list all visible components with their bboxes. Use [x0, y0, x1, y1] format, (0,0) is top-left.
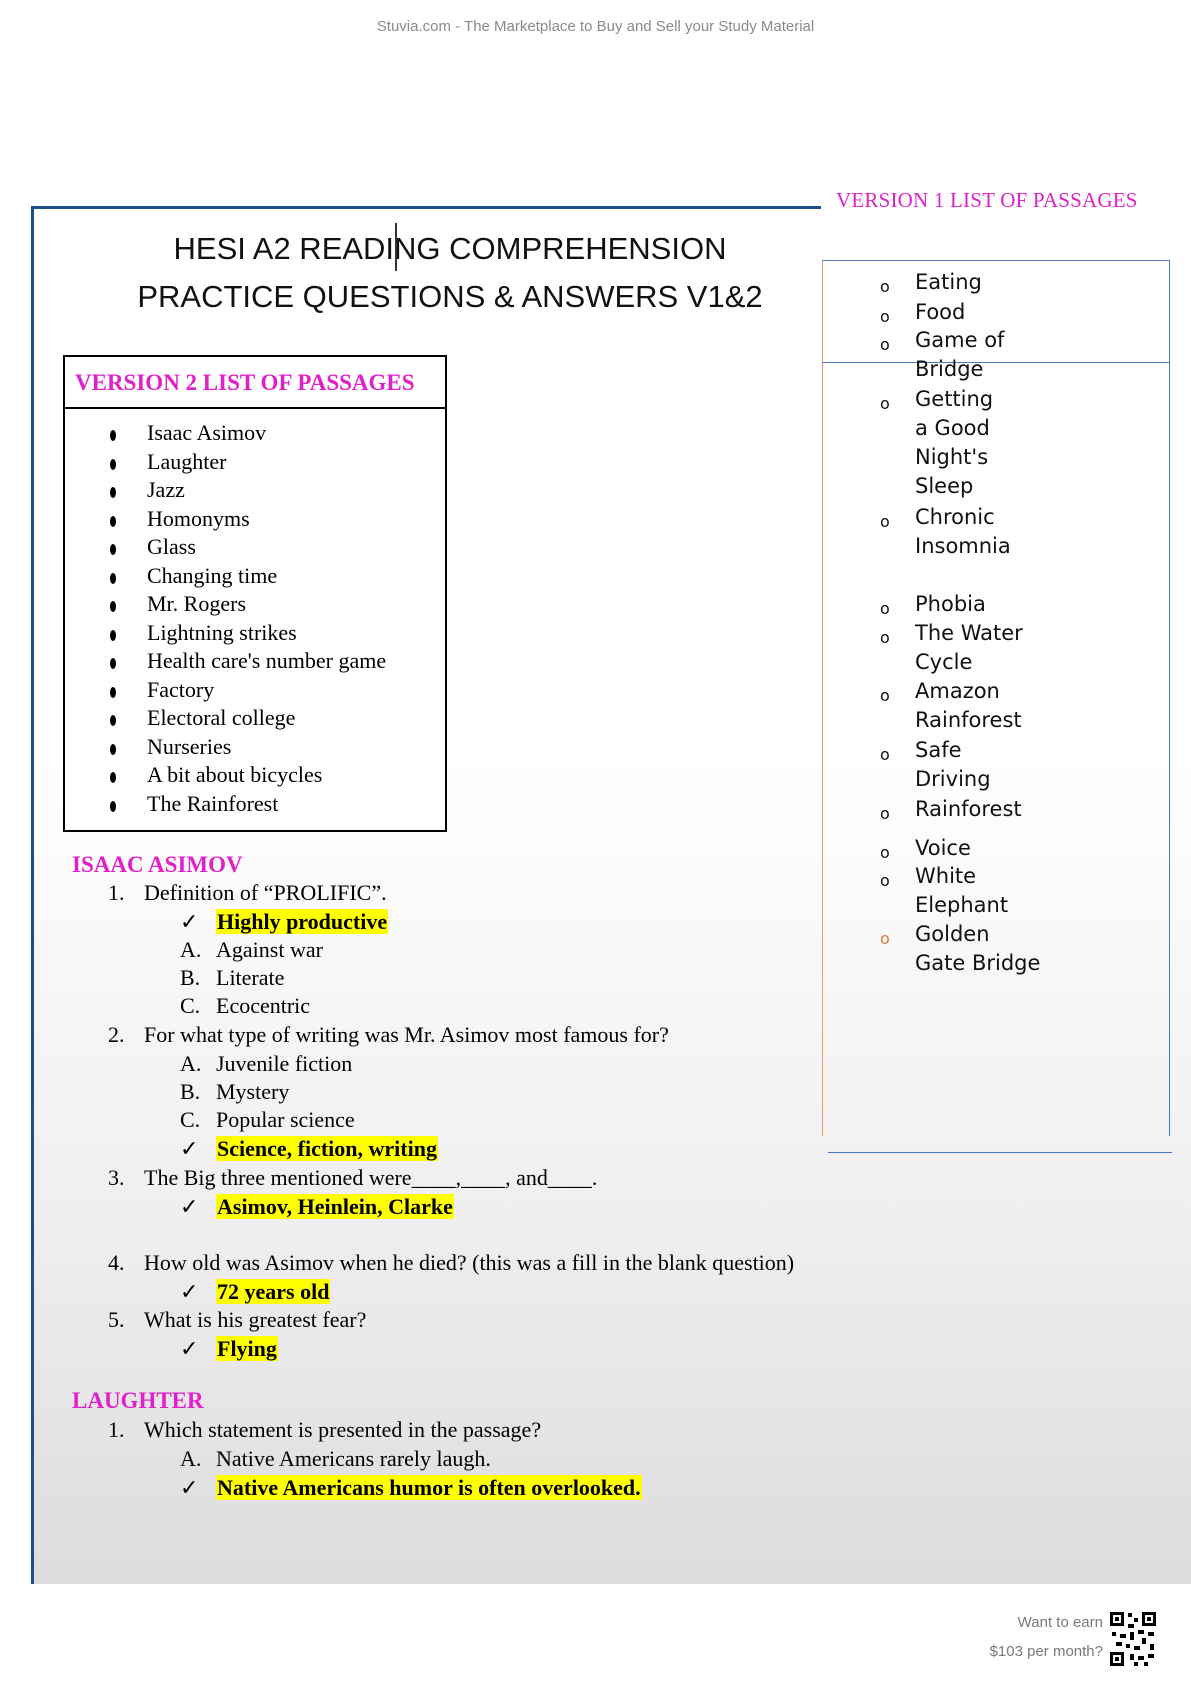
bullet-icon: [110, 487, 116, 498]
list-item: A bit about bicycles: [65, 761, 445, 790]
list-item: o Game of Bridge: [880, 328, 1005, 381]
list-item: Jazz: [65, 476, 445, 505]
circle-bullet-icon: o: [880, 686, 890, 705]
list-item: o Eating: [915, 268, 1055, 297]
list-item: Health care's number game: [65, 647, 445, 676]
bullet-icon: [110, 544, 116, 555]
checkmark-icon: ✓: [180, 1195, 199, 1220]
list-item: o The Water Cycle: [880, 621, 1023, 674]
answer-correct: ✓ 72 years old: [180, 1279, 330, 1305]
panel-bottom-rule: [828, 1152, 1172, 1153]
list-item: The Rainforest: [65, 790, 445, 819]
answer-correct: ✓ Asimov, Heinlein, Clarke: [180, 1194, 453, 1220]
bullet-icon: [110, 687, 116, 698]
list-item: Factory: [65, 676, 445, 705]
bullet-icon: [110, 430, 116, 441]
earn-promo-line-2[interactable]: $103 per month?: [989, 1643, 1103, 1660]
bullet-icon: [110, 801, 116, 812]
question-5: 5. What is his greatest fear?: [108, 1307, 367, 1332]
circle-bullet-icon: o: [880, 871, 890, 890]
checkmark-icon: ✓: [180, 1280, 199, 1305]
list-item: Laughter: [65, 448, 445, 477]
section-heading-asimov: ISAAC ASIMOV: [72, 852, 243, 877]
circle-bullet-icon: o: [880, 394, 890, 413]
list-item: o Food: [915, 298, 1055, 327]
circle-bullet-icon: o: [880, 929, 890, 948]
bullet-icon: [110, 715, 116, 726]
list-item: o Voice: [915, 834, 1055, 863]
answer-correct: ✓ Native Americans humor is often overlooked.: [180, 1475, 641, 1501]
option: B. Mystery: [180, 1079, 290, 1104]
circle-bullet-icon: o: [880, 628, 890, 647]
bullet-icon: [110, 459, 116, 470]
circle-bullet-icon: o: [880, 307, 890, 326]
list-item: Lightning strikes: [65, 619, 445, 648]
question-4: 4. How old was Asimov when he died? (this was a fill in the blank question): [108, 1250, 795, 1275]
list-item: Mr. Rogers: [65, 590, 445, 619]
list-item: o Rainforest: [915, 795, 1055, 824]
circle-bullet-icon: o: [880, 843, 890, 862]
earn-promo-line-1[interactable]: Want to earn: [1017, 1614, 1103, 1631]
circle-bullet-icon: o: [880, 745, 890, 764]
version2-passage-list: [65, 409, 445, 818]
bullet-icon: [110, 516, 116, 527]
bullet-icon: [110, 744, 116, 755]
section-heading-laughter: LAUGHTER: [72, 1388, 204, 1413]
option: C. Popular science: [180, 1107, 355, 1132]
option: A. Juvenile fiction: [180, 1051, 353, 1076]
list-item: Changing time: [65, 562, 445, 591]
bullet-icon: [110, 630, 116, 641]
site-banner: Stuvia.com - The Marketplace to Buy and Sell your Study Material: [376, 18, 815, 35]
option: A. Against war: [180, 937, 323, 962]
checkmark-icon: ✓: [180, 910, 199, 935]
checkmark-icon: ✓: [180, 1476, 199, 1501]
document-title: [130, 225, 770, 321]
list-item: o Getting a Good Night's Sleep: [880, 387, 994, 498]
circle-bullet-icon: o: [880, 335, 890, 354]
question-3: 3. The Big three mentioned were____,____, and____.: [108, 1165, 598, 1190]
title-line-2: PRACTICE QUESTIONS & ANSWERS V1&2: [137, 279, 763, 314]
text-cursor: [395, 223, 397, 271]
list-item: o Golden Gate Bridge: [880, 922, 1041, 975]
checkmark-icon: ✓: [180, 1337, 199, 1362]
checkmark-icon: ✓: [180, 1137, 199, 1162]
version1-heading: VERSION 1 LIST OF PASSAGES: [836, 188, 1138, 212]
list-item: o Chronic Insomnia: [880, 505, 1011, 558]
frame-top-rule: [31, 206, 821, 209]
bullet-icon: [110, 573, 116, 584]
option: C. Ecocentric: [180, 993, 311, 1018]
title-line-1: HESI A2 READING COMPREHENSION: [173, 231, 727, 266]
question-1: 1. Which statement is presented in the passage?: [108, 1417, 542, 1442]
list-item: Glass: [65, 533, 445, 562]
bullet-icon: [110, 772, 116, 783]
list-item: o White Elephant: [880, 864, 1009, 917]
answer-correct: ✓ Flying: [180, 1336, 277, 1362]
list-item: o Phobia: [915, 590, 1055, 619]
circle-bullet-icon: o: [880, 512, 890, 531]
bullet-icon: [110, 658, 116, 669]
list-item: Homonyms: [65, 505, 445, 534]
list-item: Electoral college: [65, 704, 445, 733]
circle-bullet-icon: o: [880, 277, 890, 296]
frame-left-rule: [31, 206, 34, 1584]
list-item: Nurseries: [65, 733, 445, 762]
list-item: o Amazon Rainforest: [880, 679, 1022, 732]
option: B. Literate: [180, 965, 285, 990]
list-item: o Safe Driving: [880, 738, 991, 791]
question-1: 1. Definition of “PROLIFIC”.: [108, 880, 387, 905]
circle-bullet-icon: o: [880, 804, 890, 823]
bullet-icon: [110, 601, 116, 612]
version2-heading: VERSION 2 LIST OF PASSAGES: [65, 357, 445, 409]
question-2: 2. For what type of writing was Mr. Asimov most famous for?: [108, 1022, 669, 1047]
answer-correct: ✓ Science, fiction, writing: [180, 1136, 437, 1162]
qr-code-icon[interactable]: [1108, 1610, 1158, 1668]
answer-correct: ✓ Highly productive: [180, 909, 388, 935]
list-item: Isaac Asimov: [65, 419, 445, 448]
option: A. Native Americans rarely laugh.: [180, 1446, 491, 1471]
circle-bullet-icon: o: [880, 599, 890, 618]
version2-passage-box: [63, 355, 447, 832]
